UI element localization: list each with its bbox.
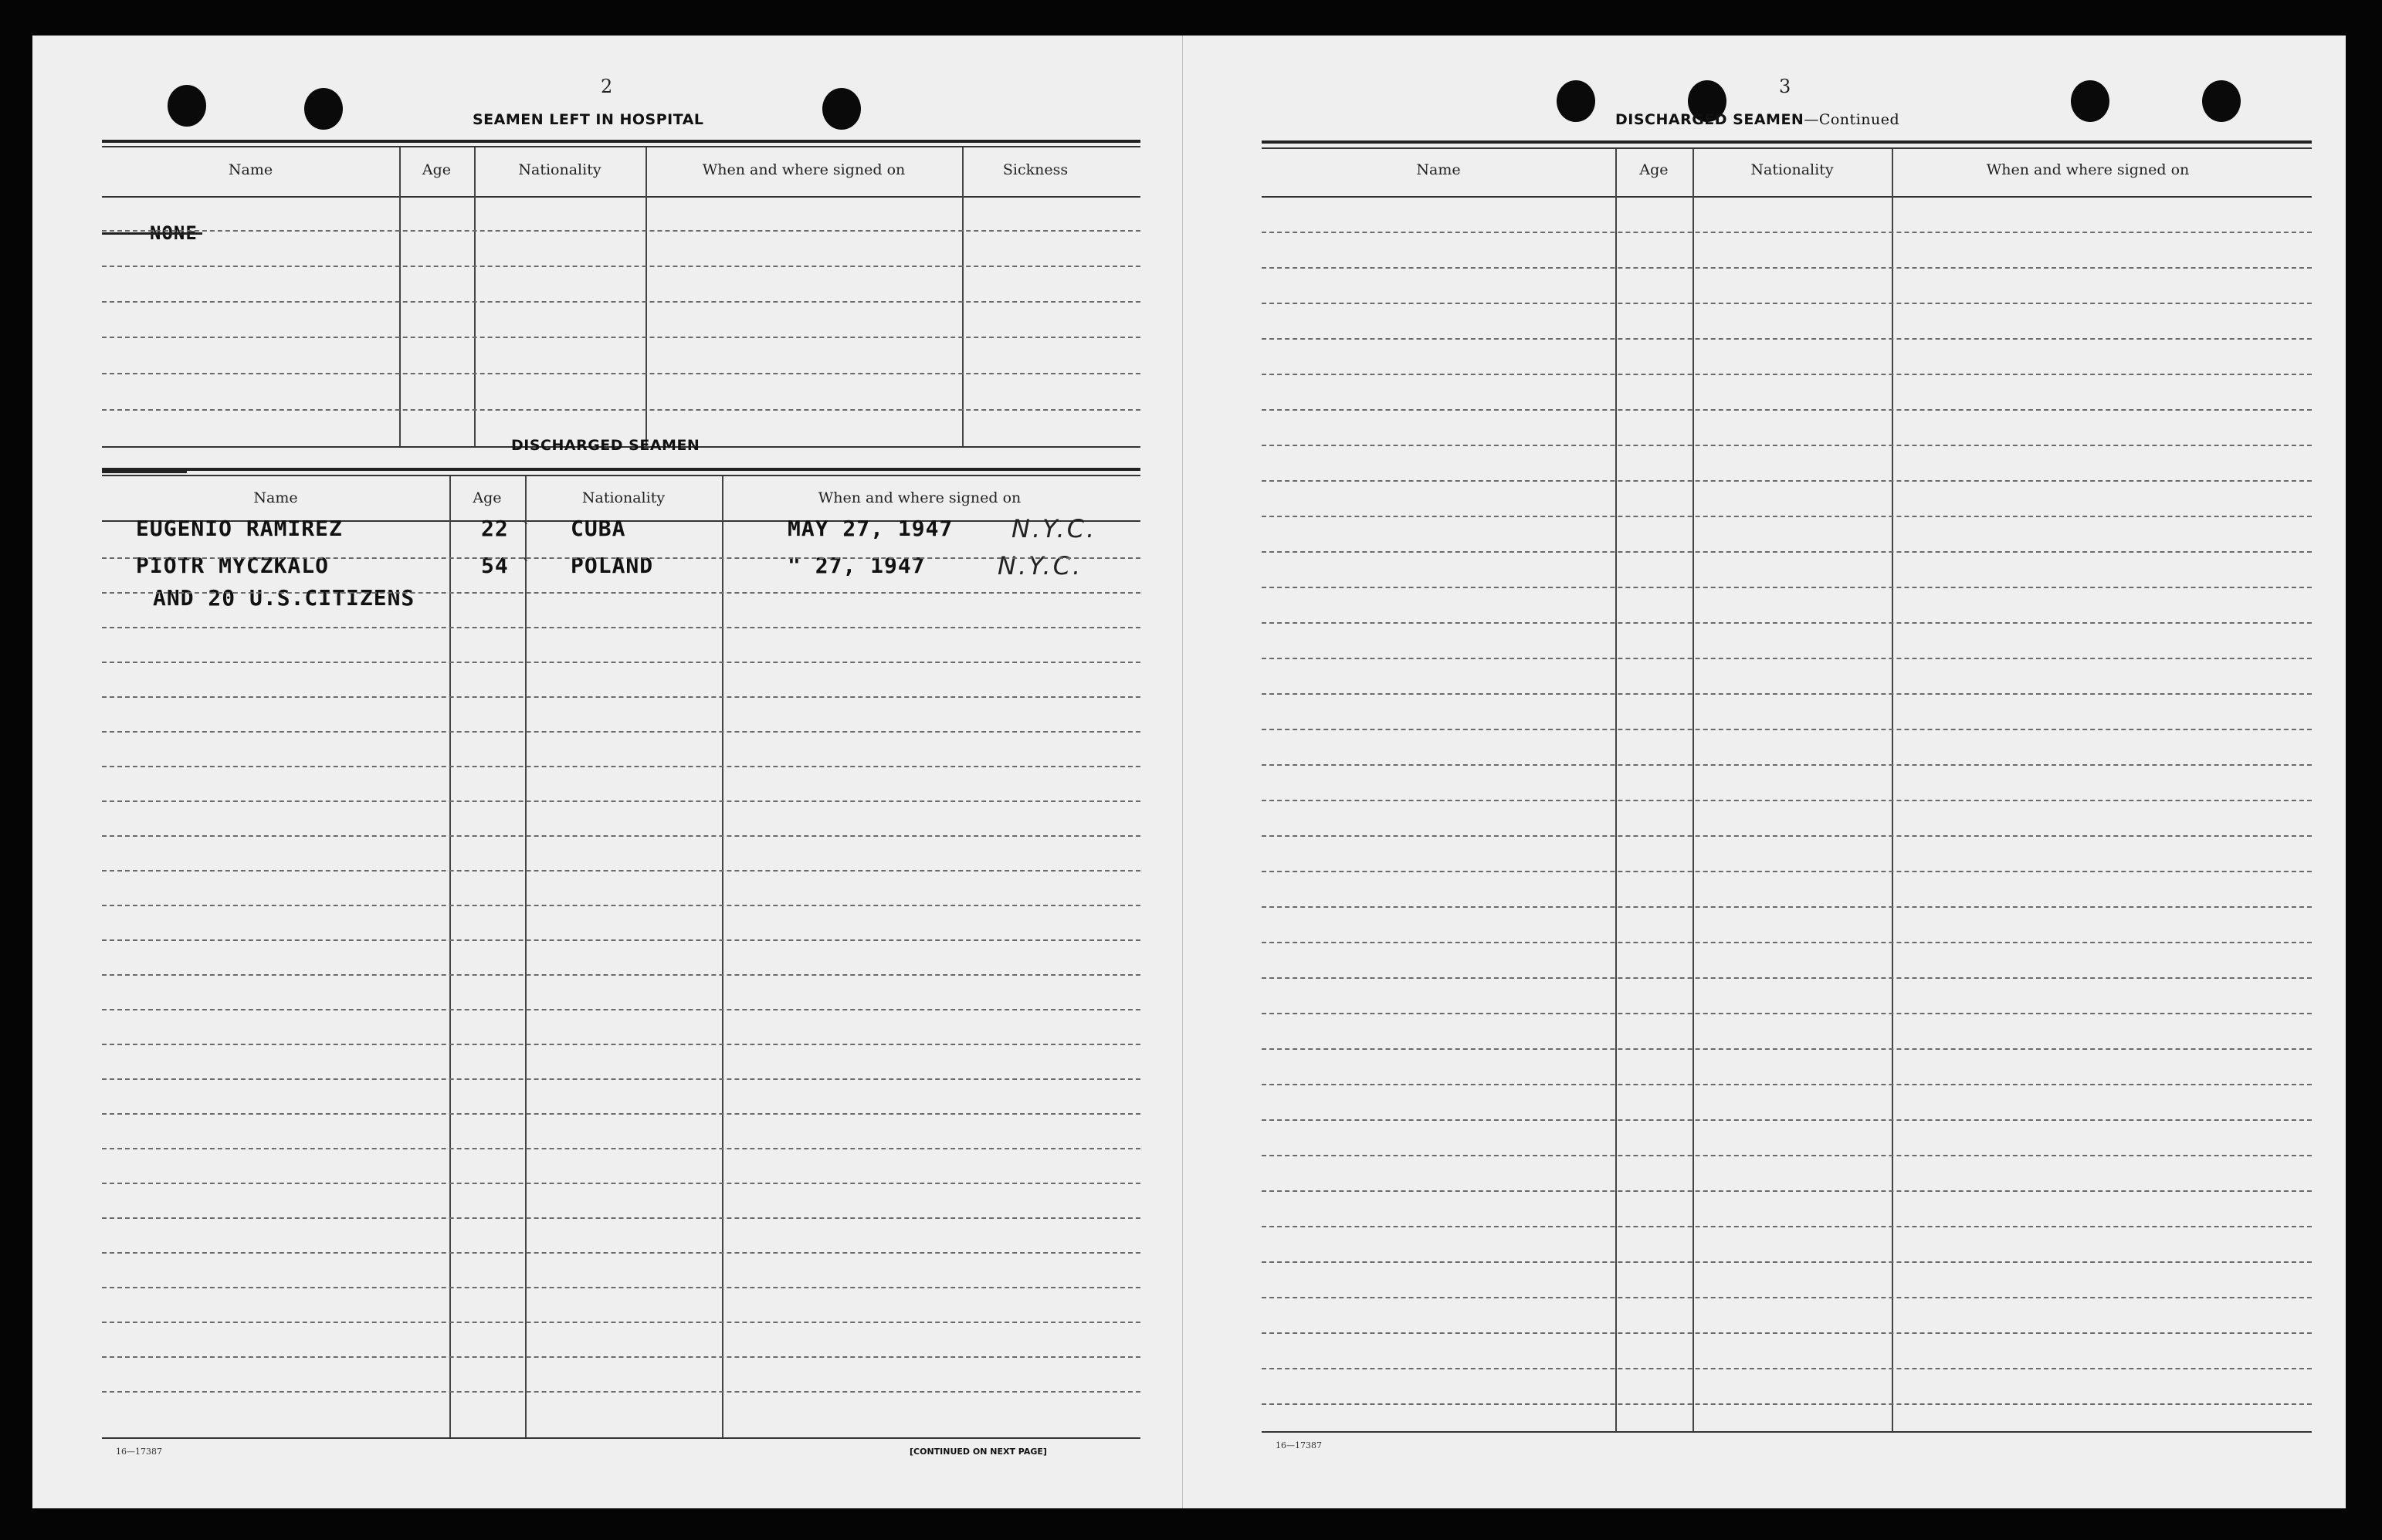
row-line (102, 1356, 1140, 1358)
row-line (1262, 409, 2312, 411)
col-header-signed-on: When and where signed on (702, 161, 906, 178)
col-header-nationality: Nationality (581, 489, 666, 506)
col-header-name: Name (253, 489, 298, 506)
row-line (1262, 1119, 2312, 1121)
row-line (102, 1322, 1140, 1323)
column-divider (1892, 149, 1893, 1432)
row-line (102, 800, 1140, 802)
row-line (1262, 374, 2312, 375)
row-line (102, 1287, 1140, 1288)
row-line (102, 557, 1140, 559)
table-bottom-rule (102, 1437, 1140, 1439)
row-line (1262, 977, 2312, 979)
right-page (1183, 36, 2346, 1508)
row-line (1262, 658, 2312, 659)
seaman-signed-place: N.Y.C. (1011, 514, 1097, 543)
form-number: 16—17387 (1276, 1440, 1322, 1450)
seaman-signed-on: " 27, 1947 (788, 553, 926, 578)
row-line (102, 1009, 1140, 1010)
row-line (102, 835, 1140, 837)
row-line (102, 1078, 1140, 1080)
row-line (1262, 835, 2312, 837)
row-line (1262, 906, 2312, 908)
hospital-entry-none: NONE (150, 222, 198, 244)
check-mark: ˋ (521, 556, 531, 579)
right-section-title (1615, 111, 1899, 128)
column-divider (525, 476, 527, 1438)
row-line (1262, 232, 2312, 233)
row-line (1262, 1013, 2312, 1014)
strike-mark (102, 232, 202, 235)
continued-note: [CONTINUED ON NEXT PAGE] (910, 1447, 1047, 1457)
row-line (102, 731, 1140, 733)
column-divider (1615, 149, 1617, 1432)
row-line (1262, 1084, 2312, 1085)
right-section-title-text: DISCHARGED SEAMEN (1615, 111, 1804, 128)
row-line (1262, 871, 2312, 872)
right-section-title-suffix: —Continued (1804, 111, 1900, 128)
col-header-name: Name (228, 161, 273, 178)
row-line (1262, 764, 2312, 766)
table-top-rule (102, 468, 1140, 471)
row-line (102, 696, 1140, 698)
punch-hole (168, 85, 206, 127)
col-header-nationality: Nationality (518, 161, 601, 178)
punch-hole (304, 88, 343, 130)
row-line (1262, 587, 2312, 588)
seaman-age: 54 (481, 553, 509, 578)
row-line (1262, 516, 2312, 517)
check-mark: ˋ (521, 519, 531, 542)
row-line (1262, 1190, 2312, 1192)
row-line (1262, 800, 2312, 801)
row-line (1262, 1332, 2312, 1334)
seaman-signed-place: N.Y.C. (998, 551, 1083, 580)
row-line (102, 766, 1140, 767)
row-line (1262, 1403, 2312, 1405)
page-number: 2 (601, 76, 613, 97)
row-line (1262, 1048, 2312, 1050)
row-line (1262, 1297, 2312, 1298)
col-header-nationality: Nationality (1750, 161, 1834, 178)
seaman-name: AND 20 U.S.CITIZENS (153, 585, 415, 611)
col-header-age: Age (473, 489, 502, 506)
punch-hole (1557, 80, 1595, 122)
row-line (102, 1391, 1140, 1393)
row-line (1262, 622, 2312, 624)
page-number: 3 (1779, 76, 1791, 97)
seaman-signed-on: MAY 27, 1947 (788, 516, 954, 541)
row-line (102, 1113, 1140, 1115)
row-line (1262, 1226, 2312, 1227)
row-line (102, 301, 1140, 303)
row-line (1262, 1368, 2312, 1369)
col-header-name: Name (1416, 161, 1461, 178)
column-divider (449, 476, 451, 1438)
seaman-age: 22 (481, 516, 509, 541)
seaman-name: PIOTR MYCZKALO (136, 553, 330, 578)
punch-hole (2202, 80, 2241, 122)
column-divider (399, 147, 401, 447)
row-line (102, 1217, 1140, 1219)
row-line (102, 905, 1140, 906)
row-line (102, 1044, 1140, 1045)
row-line (1262, 551, 2312, 553)
table-top-rule (1262, 140, 2312, 144)
punch-hole (2071, 80, 2109, 122)
discharged-section-title: DISCHARGED SEAMEN (511, 437, 700, 454)
col-header-age: Age (422, 161, 452, 178)
row-line (102, 974, 1140, 976)
column-divider (1692, 149, 1694, 1432)
row-line (1262, 338, 2312, 340)
form-number: 16—17387 (116, 1447, 162, 1457)
header-underline (1262, 196, 2312, 198)
row-line (1262, 1261, 2312, 1263)
table-top-rule (102, 146, 1140, 147)
row-line (102, 230, 1140, 232)
column-divider (962, 147, 964, 447)
punch-hole (822, 88, 861, 130)
table-bottom-rule (1262, 1431, 2312, 1433)
row-line (1262, 445, 2312, 446)
row-line (102, 1183, 1140, 1184)
column-divider (474, 147, 476, 447)
row-line (102, 1252, 1140, 1254)
row-line (1262, 267, 2312, 269)
row-line (102, 870, 1140, 872)
row-line (1262, 303, 2312, 304)
table-top-rule (102, 140, 1140, 143)
table-top-rule (102, 475, 1140, 476)
left-page (32, 36, 1183, 1508)
strike-mark (102, 471, 187, 473)
column-divider (722, 476, 723, 1438)
row-line (1262, 942, 2312, 943)
seaman-nationality: POLAND (571, 553, 654, 578)
col-header-age: Age (1639, 161, 1669, 178)
row-line (102, 409, 1140, 411)
col-header-signed-on: When and where signed on (818, 489, 1022, 506)
row-line (102, 337, 1140, 338)
row-line (1262, 693, 2312, 695)
hospital-section-title: SEAMEN LEFT IN HOSPITAL (473, 111, 704, 128)
row-line (102, 1148, 1140, 1149)
col-header-sickness: Sickness (1002, 161, 1069, 178)
column-divider (645, 147, 647, 447)
row-line (1262, 480, 2312, 482)
row-line (102, 592, 1140, 594)
row-line (102, 627, 1140, 628)
row-line (1262, 1155, 2312, 1156)
row-line (102, 373, 1140, 374)
row-line (102, 939, 1140, 941)
seaman-nationality: CUBA (571, 516, 626, 541)
row-line (102, 662, 1140, 663)
seaman-name: EUGENIO RAMIREZ (136, 516, 343, 541)
row-line (102, 266, 1140, 267)
row-line (1262, 729, 2312, 730)
col-header-signed-on: When and where signed on (1986, 161, 2190, 178)
table-top-rule (1262, 147, 2312, 149)
header-underline (102, 196, 1140, 198)
